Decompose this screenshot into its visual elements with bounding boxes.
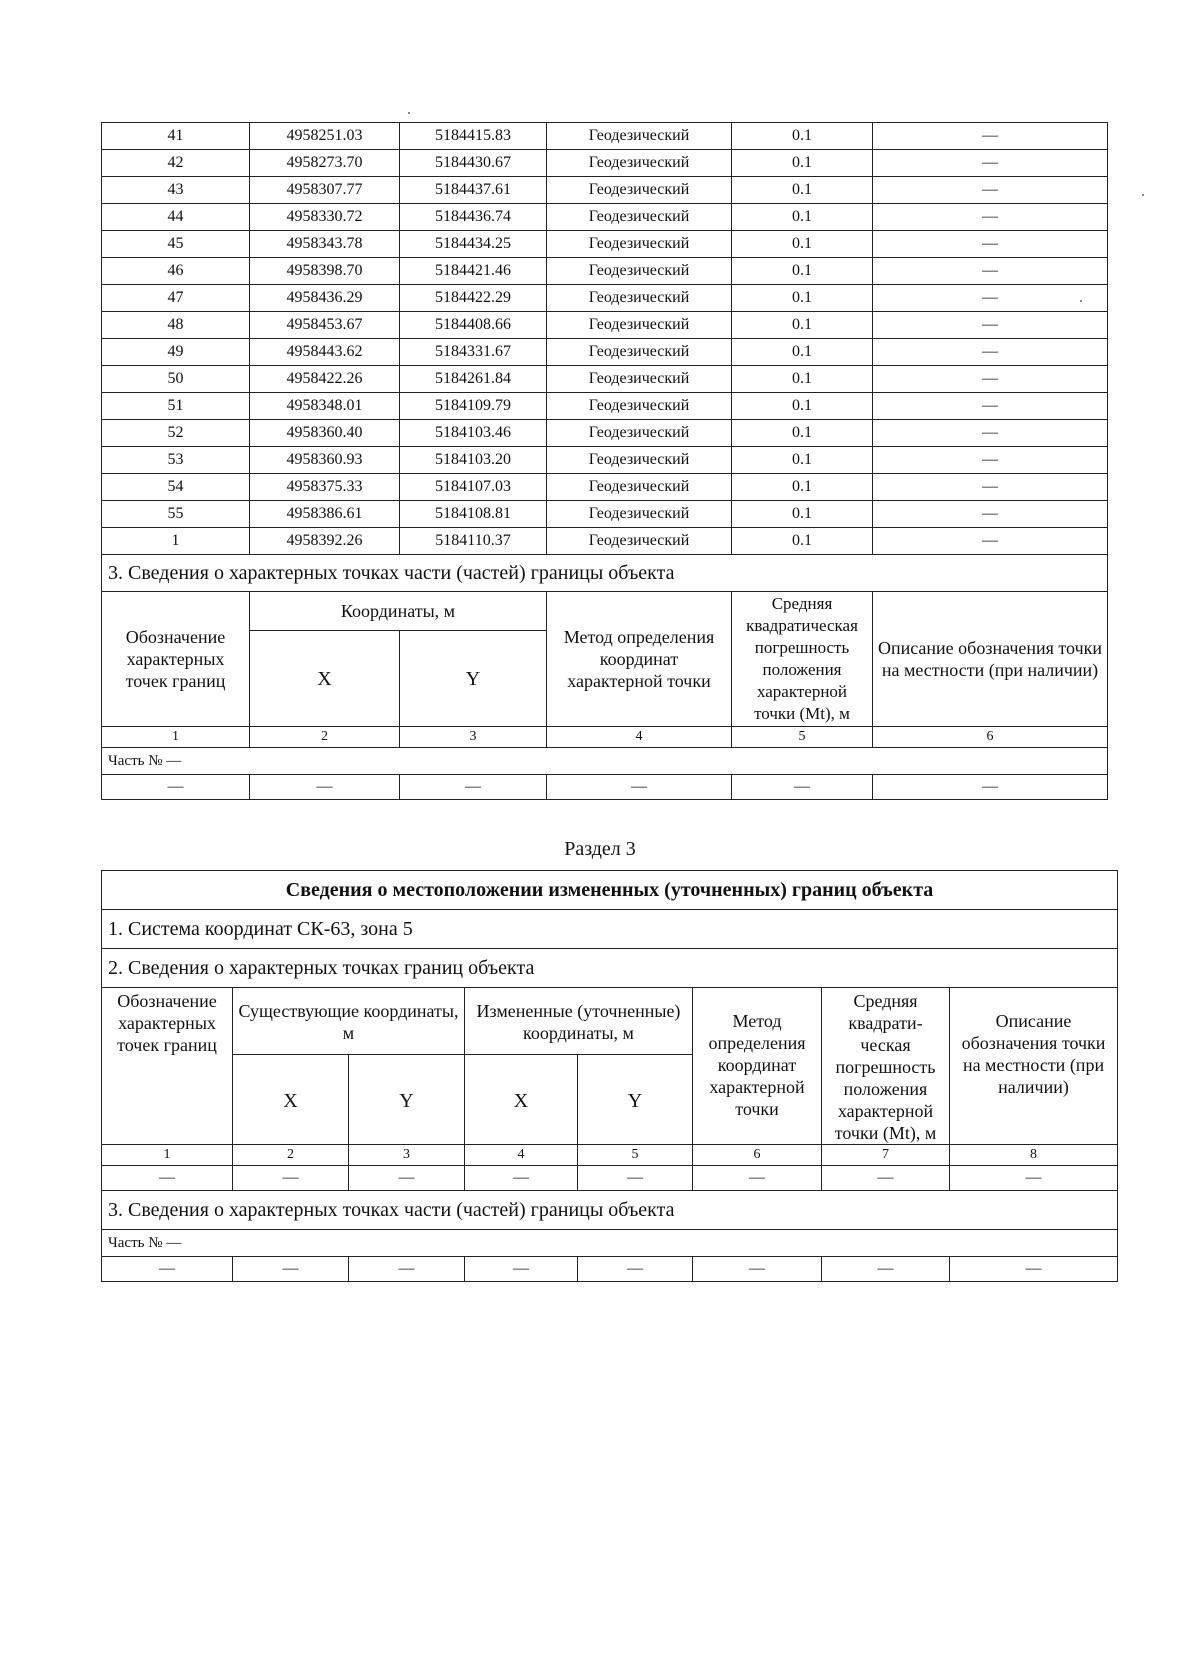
part-section-heading: 3. Сведения о характерных точках части (частей) границы объекта bbox=[102, 1191, 1118, 1230]
point-description: — bbox=[873, 204, 1108, 231]
header-existing-y: Y bbox=[349, 1055, 465, 1145]
column-number: 6 bbox=[693, 1145, 822, 1166]
table-row bbox=[102, 447, 1108, 474]
header-description: Описание обозначения точки на местности (при наличии) bbox=[873, 592, 1108, 727]
point-number: 53 bbox=[102, 447, 250, 474]
column-number: 3 bbox=[400, 727, 547, 748]
point-method: Геодезический bbox=[547, 528, 732, 555]
point-mt: 0.1 bbox=[732, 258, 873, 285]
point-number: 41 bbox=[102, 123, 250, 150]
changed-boundaries-table bbox=[101, 870, 1118, 1282]
point-number: 43 bbox=[102, 177, 250, 204]
point-y: 5184331.67 bbox=[400, 339, 547, 366]
dash-cell: — bbox=[349, 1257, 465, 1282]
point-method: Геодезический bbox=[547, 123, 732, 150]
point-number: 47 bbox=[102, 285, 250, 312]
table-row bbox=[102, 528, 1108, 555]
column-number: 7 bbox=[822, 1145, 950, 1166]
point-method: Геодезический bbox=[547, 420, 732, 447]
dash-cell: — bbox=[465, 1257, 578, 1282]
point-mt: 0.1 bbox=[732, 366, 873, 393]
point-mt: 0.1 bbox=[732, 528, 873, 555]
scan-speck bbox=[1142, 194, 1144, 196]
header-x: X bbox=[250, 631, 400, 727]
points-body bbox=[102, 123, 1108, 555]
point-number: 46 bbox=[102, 258, 250, 285]
point-description: — bbox=[873, 420, 1108, 447]
point-mt: 0.1 bbox=[732, 312, 873, 339]
dash-cell: — bbox=[693, 1257, 822, 1282]
point-description: — bbox=[873, 123, 1108, 150]
table-row bbox=[102, 258, 1108, 285]
column-number: 5 bbox=[578, 1145, 693, 1166]
table-row bbox=[102, 312, 1108, 339]
table-row bbox=[102, 474, 1108, 501]
header-changed-coordinates: Измененные (уточненные) координаты, м bbox=[465, 988, 693, 1055]
column-number: 6 bbox=[873, 727, 1108, 748]
point-method: Геодезический bbox=[547, 285, 732, 312]
header-mt: Средняя квадрати-ческая погрешность положения характерной точки (Mt), м bbox=[822, 988, 950, 1145]
point-number: 45 bbox=[102, 231, 250, 258]
point-mt: 0.1 bbox=[732, 177, 873, 204]
point-method: Геодезический bbox=[547, 177, 732, 204]
header-coordinates: Координаты, м bbox=[250, 592, 547, 631]
column-number: 4 bbox=[465, 1145, 578, 1166]
header-existing-coordinates: Существующие координаты, м bbox=[233, 988, 465, 1055]
point-method: Геодезический bbox=[547, 366, 732, 393]
point-y: 5184103.46 bbox=[400, 420, 547, 447]
point-number: 42 bbox=[102, 150, 250, 177]
point-mt: 0.1 bbox=[732, 150, 873, 177]
column-numbers-row bbox=[102, 1145, 1118, 1166]
point-mt: 0.1 bbox=[732, 339, 873, 366]
header-y: Y bbox=[400, 631, 547, 727]
table-row bbox=[102, 231, 1108, 258]
part-label: Часть № — bbox=[102, 1230, 1118, 1257]
dash-cell: — bbox=[250, 775, 400, 800]
point-mt: 0.1 bbox=[732, 285, 873, 312]
point-mt: 0.1 bbox=[732, 420, 873, 447]
dash-cell: — bbox=[233, 1257, 349, 1282]
point-description: — bbox=[873, 501, 1108, 528]
part-label: Часть № — bbox=[102, 748, 1108, 775]
point-x: 4958330.72 bbox=[250, 204, 400, 231]
dash-cell: — bbox=[822, 1257, 950, 1282]
point-number: 52 bbox=[102, 420, 250, 447]
point-mt: 0.1 bbox=[732, 123, 873, 150]
point-y: 5184109.79 bbox=[400, 393, 547, 420]
point-x: 4958273.70 bbox=[250, 150, 400, 177]
point-number: 51 bbox=[102, 393, 250, 420]
column-number: 4 bbox=[547, 727, 732, 748]
point-number: 49 bbox=[102, 339, 250, 366]
point-mt: 0.1 bbox=[732, 501, 873, 528]
table-row bbox=[102, 285, 1108, 312]
header-method: Метод определения координат характерной точки bbox=[547, 592, 732, 727]
point-description: — bbox=[873, 177, 1108, 204]
point-y: 5184436.74 bbox=[400, 204, 547, 231]
part-section-heading: 3. Сведения о характерных точках части (частей) границы объекта bbox=[102, 555, 1108, 592]
table-row bbox=[102, 420, 1108, 447]
point-x: 4958343.78 bbox=[250, 231, 400, 258]
table-row bbox=[102, 150, 1108, 177]
header-description: Описание обозначения точки на местности (при наличии) bbox=[950, 988, 1118, 1145]
header-changed-y: Y bbox=[578, 1055, 693, 1145]
scan-speck bbox=[408, 112, 410, 114]
point-method: Геодезический bbox=[547, 447, 732, 474]
part-section bbox=[102, 555, 1108, 800]
dash-cell: — bbox=[732, 775, 873, 800]
point-x: 4958386.61 bbox=[250, 501, 400, 528]
point-method: Геодезический bbox=[547, 150, 732, 177]
dash-cell: — bbox=[578, 1166, 693, 1191]
point-x: 4958360.93 bbox=[250, 447, 400, 474]
boundary-points-table bbox=[101, 122, 1108, 800]
table-row bbox=[102, 501, 1108, 528]
scan-speck bbox=[1080, 300, 1082, 302]
header-mt: Средняя квадратическая погрешность положения характерной точки (Mt), м bbox=[732, 592, 873, 727]
dash-cell: — bbox=[102, 1166, 233, 1191]
point-description: — bbox=[873, 366, 1108, 393]
column-number: 2 bbox=[233, 1145, 349, 1166]
point-method: Геодезический bbox=[547, 339, 732, 366]
point-description: — bbox=[873, 339, 1108, 366]
empty-part-row bbox=[102, 1257, 1118, 1282]
table-row bbox=[102, 393, 1108, 420]
point-x: 4958453.67 bbox=[250, 312, 400, 339]
section-3-label: Раздел 3 bbox=[564, 838, 636, 860]
table-row bbox=[102, 366, 1108, 393]
coordinate-system: 1. Система координат СК-63, зона 5 bbox=[102, 910, 1118, 949]
points-heading: 2. Сведения о характерных точках границ объекта bbox=[102, 949, 1118, 988]
point-x: 4958375.33 bbox=[250, 474, 400, 501]
table-row bbox=[102, 177, 1108, 204]
point-method: Геодезический bbox=[547, 258, 732, 285]
point-description: — bbox=[873, 285, 1108, 312]
point-method: Геодезический bbox=[547, 474, 732, 501]
point-mt: 0.1 bbox=[732, 393, 873, 420]
point-y: 5184107.03 bbox=[400, 474, 547, 501]
point-x: 4958307.77 bbox=[250, 177, 400, 204]
point-method: Геодезический bbox=[547, 231, 732, 258]
point-x: 4958360.40 bbox=[250, 420, 400, 447]
column-number: 1 bbox=[102, 1145, 233, 1166]
point-x: 4958348.01 bbox=[250, 393, 400, 420]
dash-cell: — bbox=[102, 775, 250, 800]
dash-cell: — bbox=[578, 1257, 693, 1282]
header-existing-x: X bbox=[233, 1055, 349, 1145]
dash-cell: — bbox=[400, 775, 547, 800]
dash-cell: — bbox=[349, 1166, 465, 1191]
point-y: 5184415.83 bbox=[400, 123, 547, 150]
point-description: — bbox=[873, 150, 1108, 177]
point-mt: 0.1 bbox=[732, 231, 873, 258]
point-description: — bbox=[873, 258, 1108, 285]
point-x: 4958251.03 bbox=[250, 123, 400, 150]
point-y: 5184408.66 bbox=[400, 312, 547, 339]
point-description: — bbox=[873, 393, 1108, 420]
point-method: Геодезический bbox=[547, 393, 732, 420]
point-number: 48 bbox=[102, 312, 250, 339]
column-number: 1 bbox=[102, 727, 250, 748]
column-number: 8 bbox=[950, 1145, 1118, 1166]
dash-cell: — bbox=[547, 775, 732, 800]
header-changed-x: X bbox=[465, 1055, 578, 1145]
point-number: 44 bbox=[102, 204, 250, 231]
dash-cell: — bbox=[873, 775, 1108, 800]
point-number: 50 bbox=[102, 366, 250, 393]
point-y: 5184434.25 bbox=[400, 231, 547, 258]
header-method: Метод определения координат характерной точки bbox=[693, 988, 822, 1145]
point-x: 4958443.62 bbox=[250, 339, 400, 366]
table-row bbox=[102, 339, 1108, 366]
point-y: 5184430.67 bbox=[400, 150, 547, 177]
table-row bbox=[102, 123, 1108, 150]
point-x: 4958422.26 bbox=[250, 366, 400, 393]
column-numbers-row bbox=[102, 727, 1108, 748]
point-x: 4958392.26 bbox=[250, 528, 400, 555]
point-y: 5184421.46 bbox=[400, 258, 547, 285]
point-number: 54 bbox=[102, 474, 250, 501]
column-number: 3 bbox=[349, 1145, 465, 1166]
dash-cell: — bbox=[233, 1166, 349, 1191]
header-designation: Обозначение характерных точек границ bbox=[102, 592, 250, 727]
header-designation: Обозначение характерных точек границ bbox=[102, 988, 233, 1145]
point-mt: 0.1 bbox=[732, 204, 873, 231]
point-y: 5184261.84 bbox=[400, 366, 547, 393]
point-method: Геодезический bbox=[547, 204, 732, 231]
dash-cell: — bbox=[465, 1166, 578, 1191]
point-y: 5184422.29 bbox=[400, 285, 547, 312]
point-description: — bbox=[873, 447, 1108, 474]
dash-cell: — bbox=[102, 1257, 233, 1282]
point-method: Геодезический bbox=[547, 312, 732, 339]
point-y: 5184103.20 bbox=[400, 447, 547, 474]
point-description: — bbox=[873, 312, 1108, 339]
point-description: — bbox=[873, 528, 1108, 555]
empty-points-row bbox=[102, 1166, 1118, 1191]
section-3-title: Сведения о местоположении измененных (уточненных) границ объекта bbox=[102, 871, 1118, 910]
empty-part-row bbox=[102, 775, 1108, 800]
dash-cell: — bbox=[950, 1257, 1118, 1282]
point-x: 4958436.29 bbox=[250, 285, 400, 312]
point-number: 1 bbox=[102, 528, 250, 555]
dash-cell: — bbox=[822, 1166, 950, 1191]
point-description: — bbox=[873, 231, 1108, 258]
dash-cell: — bbox=[950, 1166, 1118, 1191]
point-description: — bbox=[873, 474, 1108, 501]
column-number: 2 bbox=[250, 727, 400, 748]
point-y: 5184437.61 bbox=[400, 177, 547, 204]
point-mt: 0.1 bbox=[732, 474, 873, 501]
point-y: 5184110.37 bbox=[400, 528, 547, 555]
dash-cell: — bbox=[693, 1166, 822, 1191]
point-mt: 0.1 bbox=[732, 447, 873, 474]
column-number: 5 bbox=[732, 727, 873, 748]
point-y: 5184108.81 bbox=[400, 501, 547, 528]
point-method: Геодезический bbox=[547, 501, 732, 528]
table-row bbox=[102, 204, 1108, 231]
point-number: 55 bbox=[102, 501, 250, 528]
point-x: 4958398.70 bbox=[250, 258, 400, 285]
